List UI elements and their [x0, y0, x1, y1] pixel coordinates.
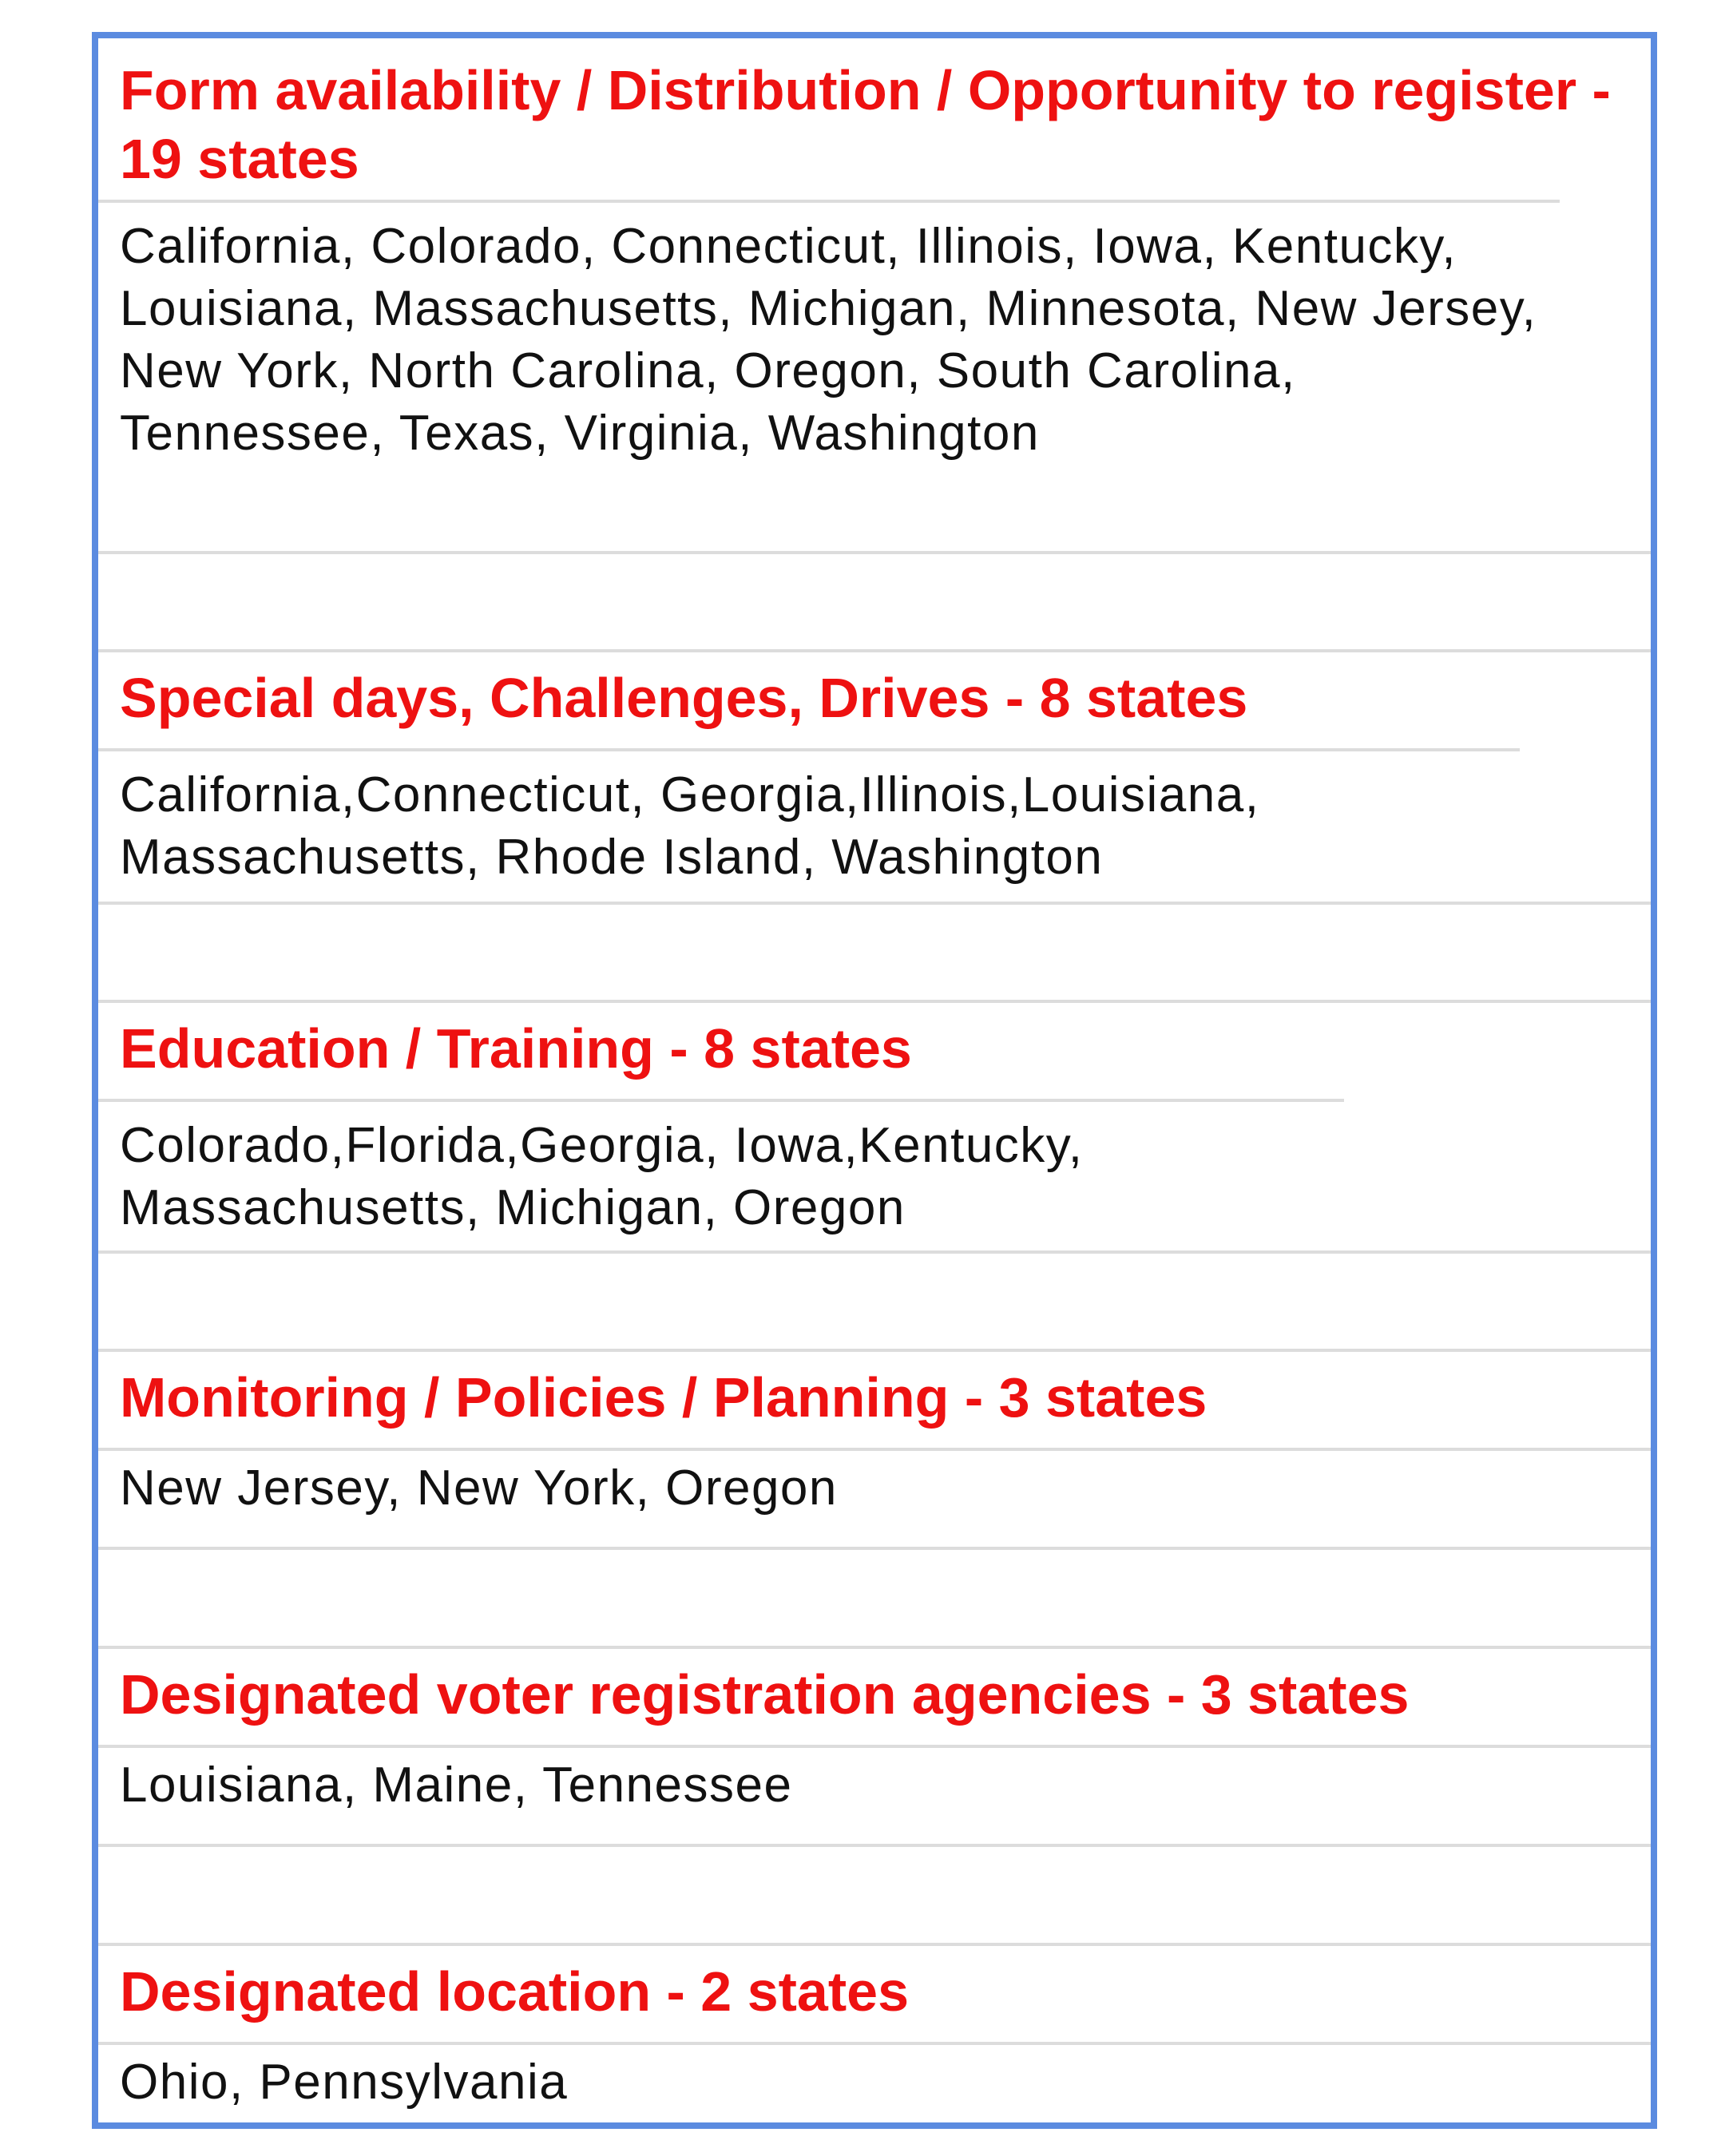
- section-heading-designated-location: Designated location - 2 states: [98, 1943, 1651, 2026]
- section-heading-form-availability: Form availability / Distribution / Opportunity to register - 19 states: [120, 59, 1611, 190]
- divider: [98, 1250, 1651, 1254]
- section-states-special-days: California,Connecticut, Georgia,Illinois,Louisiana, Massachusetts, Rhode Island, Washington: [98, 748, 1520, 889]
- section-states-designated-location: Ohio, Pennsylvania: [98, 2042, 1651, 2114]
- divider: [98, 551, 1651, 554]
- divider: [98, 1547, 1651, 1550]
- section-states-form-availability: California, Colorado, Connecticut, Illinois, Iowa, Kentucky, Louisiana, Massachusetts, Michigan, Minnesota, New Jersey, New York, North Carolina, Oregon, South Carolina, Tennessee, Texas, Virginia, Washington: [98, 200, 1560, 465]
- section-heading-designated-agencies: Designated voter registration agencies - 3 states: [98, 1646, 1651, 1729]
- section-states-education: Colorado,Florida,Georgia, Iowa,Kentucky, Massachusetts, Michigan, Oregon: [98, 1099, 1344, 1239]
- divider: [98, 1844, 1651, 1847]
- section-heading-education: Education / Training - 8 states: [98, 1000, 1651, 1083]
- section-states-monitoring: New Jersey, New York, Oregon: [98, 1448, 1651, 1520]
- section-states-designated-agencies: Louisiana, Maine, Tennessee: [98, 1745, 1651, 1817]
- section-heading-special-days: Special days, Challenges, Drives - 8 states: [98, 649, 1651, 732]
- section-heading-monitoring: Monitoring / Policies / Planning - 3 states: [98, 1349, 1651, 1432]
- divider: [98, 902, 1651, 905]
- states-table: [92, 32, 1657, 2129]
